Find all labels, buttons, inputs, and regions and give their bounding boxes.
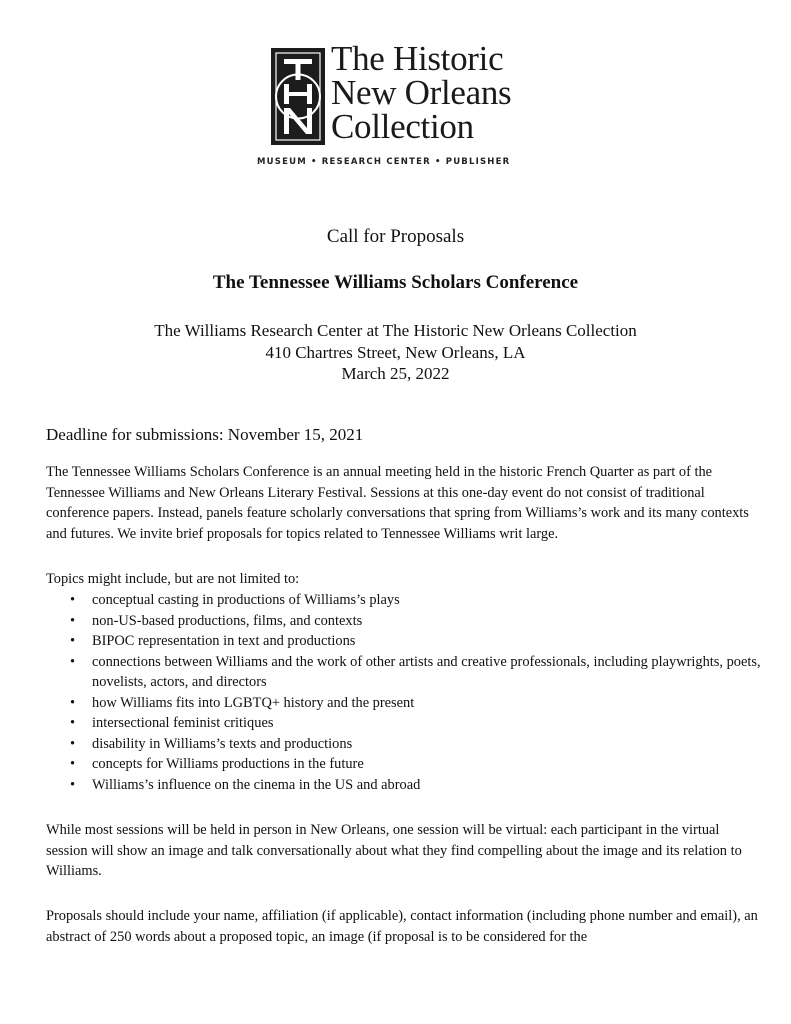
list-item xyxy=(46,775,762,796)
list-item xyxy=(46,631,762,652)
bullet-icon: • xyxy=(70,776,76,793)
topic-text: Williams’s influence on the cinema in the US and abroad xyxy=(92,776,421,793)
institution-logo xyxy=(257,39,521,173)
venue-line: The Williams Research Center at The Historic New Orleans Collection xyxy=(154,321,637,340)
topic-text: non-US-based productions, films, and contexts xyxy=(92,612,363,629)
list-item xyxy=(46,611,762,632)
list-item xyxy=(46,754,762,775)
conference-title: The Tennessee Williams Scholars Conference xyxy=(212,272,579,293)
venue-block xyxy=(0,320,791,385)
bullet-icon: • xyxy=(70,612,76,629)
list-item xyxy=(46,652,762,693)
institution-name xyxy=(331,39,512,146)
topic-text: BIPOC representation in text and productions xyxy=(92,633,356,649)
topic-text: how Williams fits into LGBTQ+ history and the present xyxy=(92,694,415,711)
institution-name-line: The Historic xyxy=(331,39,504,78)
proposal-requirements-paragraph: Proposals should include your name, affiliation (if applicable), contact information (including phone number and email), an abstract of 250 words about a proposed topic, an image (if proposal is to be considered for the xyxy=(46,908,758,945)
thnoc-monogram-icon xyxy=(271,48,325,145)
conference-date: March 25, 2022 xyxy=(341,364,450,383)
list-item xyxy=(46,713,762,734)
bullet-icon: • xyxy=(70,592,76,608)
bullet-icon: • xyxy=(70,633,76,649)
virtual-session-paragraph: While most sessions will be held in person in New Orleans, one session will be virtual: each participant in the virtual session will show an image and talk conversationally about what they find compelling about the image and its relation to Williams. xyxy=(46,822,742,879)
list-item xyxy=(46,693,762,714)
list-item xyxy=(46,734,762,755)
call-for-proposals-heading: Call for Proposals xyxy=(326,226,465,247)
topic-text: disability in Williams’s texts and productions xyxy=(92,735,353,752)
bullet-icon: • xyxy=(70,735,76,752)
submission-deadline: Deadline for submissions: November 15, 2021 xyxy=(46,425,364,444)
institution-name-line: New Orleans xyxy=(331,73,512,112)
topic-text: connections between Williams and the work of other artists and creative professionals, including playwrights, poets, novelists, actors, and directors xyxy=(92,653,761,690)
venue-address: 410 Chartres Street, New Orleans, LA xyxy=(265,342,526,362)
bullet-icon: • xyxy=(70,715,76,731)
topic-text: intersectional feminist critiques xyxy=(92,715,274,731)
list-item xyxy=(46,590,762,611)
intro-paragraph: The Tennessee Williams Scholars Conference is an annual meeting held in the historic French Quarter as part of the Tennessee Williams and New Orleans Literary Festival. Sessions at this one-day event do not consist of traditional conference papers. Instead, panels feature scholarly conversations that spring from Williams’s work and its many contexts and futures. We invite brief proposals for topics related to Tennessee Williams writ large. xyxy=(46,464,749,542)
topic-list xyxy=(46,590,762,795)
topic-text: concepts for Williams productions in the future xyxy=(92,756,364,772)
bullet-icon: • xyxy=(70,756,76,772)
institution-tagline: MUSEUM • RESEARCH CENTER • PUBLISHER xyxy=(257,157,511,167)
bullet-icon: • xyxy=(70,653,76,670)
institution-name-line: Collection xyxy=(331,107,474,146)
bullet-icon: • xyxy=(70,694,76,711)
topics-intro: Topics might include, but are not limited to: xyxy=(46,571,300,587)
topic-text: conceptual casting in productions of Williams’s plays xyxy=(92,592,400,608)
